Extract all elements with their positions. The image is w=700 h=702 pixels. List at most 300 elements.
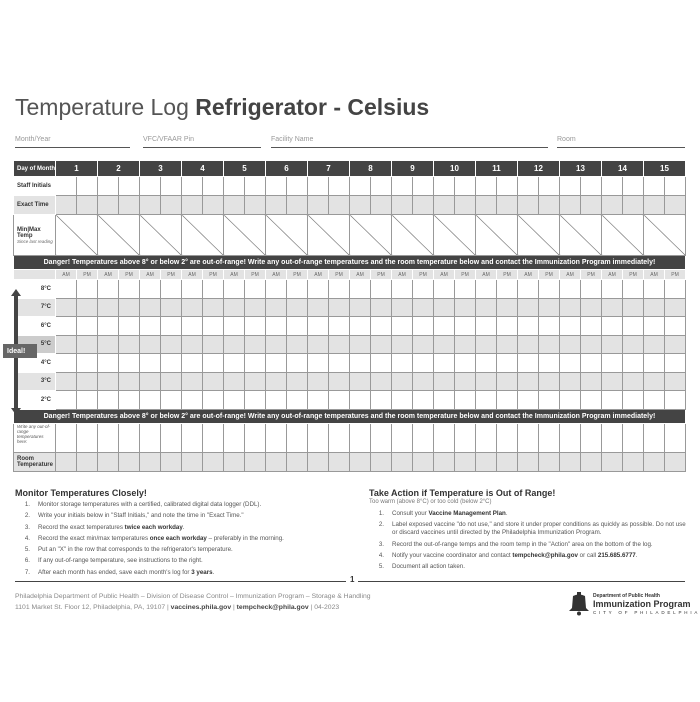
temp-cell[interactable] [644, 372, 665, 391]
out-of-range-cell[interactable] [77, 423, 98, 452]
temp-cell[interactable] [476, 335, 497, 354]
temp-cell[interactable] [161, 354, 182, 373]
out-of-range-cell[interactable] [203, 423, 224, 452]
pin-field[interactable] [143, 147, 261, 148]
temp-cell[interactable] [182, 317, 203, 336]
temp-cell[interactable] [497, 372, 518, 391]
staff-initials-cell[interactable] [518, 177, 539, 196]
temp-cell[interactable] [434, 280, 455, 299]
temp-cell[interactable] [98, 391, 119, 410]
temp-cell[interactable] [329, 372, 350, 391]
temp-cell[interactable] [77, 317, 98, 336]
temp-cell[interactable] [623, 298, 644, 317]
temp-cell[interactable] [161, 317, 182, 336]
temp-cell[interactable] [203, 391, 224, 410]
staff-initials-cell[interactable] [371, 177, 392, 196]
temp-cell[interactable] [413, 391, 434, 410]
temp-cell[interactable] [119, 391, 140, 410]
room-temp-cell[interactable] [308, 452, 329, 471]
temp-cell[interactable] [287, 354, 308, 373]
staff-initials-cell[interactable] [392, 177, 413, 196]
temp-cell[interactable] [140, 391, 161, 410]
temp-cell[interactable] [434, 317, 455, 336]
temp-cell[interactable] [497, 317, 518, 336]
temp-cell[interactable] [182, 335, 203, 354]
temp-cell[interactable] [266, 372, 287, 391]
temp-cell[interactable] [182, 280, 203, 299]
temp-cell[interactable] [308, 391, 329, 410]
temp-cell[interactable] [434, 298, 455, 317]
temp-cell[interactable] [539, 391, 560, 410]
out-of-range-cell[interactable] [140, 423, 161, 452]
room-temp-cell[interactable] [518, 452, 539, 471]
out-of-range-cell[interactable] [560, 423, 581, 452]
temp-cell[interactable] [266, 335, 287, 354]
temp-cell[interactable] [371, 335, 392, 354]
temp-cell[interactable] [455, 317, 476, 336]
room-temp-cell[interactable] [581, 452, 602, 471]
staff-initials-cell[interactable] [224, 177, 245, 196]
out-of-range-cell[interactable] [98, 423, 119, 452]
temp-cell[interactable] [497, 335, 518, 354]
temp-cell[interactable] [140, 317, 161, 336]
temp-cell[interactable] [392, 335, 413, 354]
minmax-temp-cell[interactable] [518, 215, 560, 256]
temp-cell[interactable] [455, 335, 476, 354]
month-year-field[interactable] [15, 147, 130, 148]
temp-cell[interactable] [497, 354, 518, 373]
room-temp-cell[interactable] [392, 452, 413, 471]
temp-cell[interactable] [287, 335, 308, 354]
temp-cell[interactable] [518, 335, 539, 354]
temp-cell[interactable] [287, 280, 308, 299]
temp-cell[interactable] [119, 280, 140, 299]
facility-name-field[interactable] [271, 147, 548, 148]
exact-time-cell[interactable] [497, 196, 518, 215]
exact-time-cell[interactable] [245, 196, 266, 215]
temp-cell[interactable] [455, 391, 476, 410]
temp-cell[interactable] [644, 280, 665, 299]
staff-initials-cell[interactable] [119, 177, 140, 196]
minmax-temp-cell[interactable] [476, 215, 518, 256]
temp-cell[interactable] [140, 335, 161, 354]
temp-cell[interactable] [98, 335, 119, 354]
staff-initials-cell[interactable] [539, 177, 560, 196]
temp-cell[interactable] [518, 280, 539, 299]
temp-cell[interactable] [581, 298, 602, 317]
out-of-range-cell[interactable] [602, 423, 623, 452]
temp-cell[interactable] [77, 280, 98, 299]
temp-cell[interactable] [245, 354, 266, 373]
temp-cell[interactable] [98, 372, 119, 391]
room-temp-cell[interactable] [413, 452, 434, 471]
temp-cell[interactable] [245, 372, 266, 391]
temp-cell[interactable] [371, 280, 392, 299]
staff-initials-cell[interactable] [308, 177, 329, 196]
temp-cell[interactable] [581, 317, 602, 336]
temp-cell[interactable] [392, 298, 413, 317]
room-temp-cell[interactable] [245, 452, 266, 471]
out-of-range-cell[interactable] [497, 423, 518, 452]
temp-cell[interactable] [119, 317, 140, 336]
temp-cell[interactable] [413, 372, 434, 391]
out-of-range-cell[interactable] [665, 423, 686, 452]
temp-cell[interactable] [77, 391, 98, 410]
temp-cell[interactable] [560, 354, 581, 373]
temp-cell[interactable] [644, 317, 665, 336]
temp-cell[interactable] [140, 298, 161, 317]
room-temp-cell[interactable] [56, 452, 77, 471]
temp-cell[interactable] [623, 354, 644, 373]
staff-initials-cell[interactable] [161, 177, 182, 196]
temp-cell[interactable] [476, 298, 497, 317]
temp-cell[interactable] [161, 372, 182, 391]
temp-cell[interactable] [56, 354, 77, 373]
temp-cell[interactable] [413, 354, 434, 373]
temp-cell[interactable] [77, 372, 98, 391]
exact-time-cell[interactable] [581, 196, 602, 215]
temp-cell[interactable] [455, 372, 476, 391]
exact-time-cell[interactable] [476, 196, 497, 215]
exact-time-cell[interactable] [644, 196, 665, 215]
room-temp-cell[interactable] [434, 452, 455, 471]
minmax-temp-cell[interactable] [392, 215, 434, 256]
temp-cell[interactable] [623, 391, 644, 410]
temp-cell[interactable] [308, 354, 329, 373]
temp-cell[interactable] [392, 280, 413, 299]
exact-time-cell[interactable] [308, 196, 329, 215]
room-temp-cell[interactable] [497, 452, 518, 471]
room-temp-cell[interactable] [455, 452, 476, 471]
temp-cell[interactable] [203, 317, 224, 336]
temp-cell[interactable] [539, 280, 560, 299]
temp-cell[interactable] [77, 335, 98, 354]
temp-cell[interactable] [224, 280, 245, 299]
temp-cell[interactable] [434, 335, 455, 354]
temp-cell[interactable] [203, 372, 224, 391]
temp-cell[interactable] [602, 298, 623, 317]
temp-cell[interactable] [455, 280, 476, 299]
temp-cell[interactable] [665, 280, 686, 299]
temp-cell[interactable] [413, 335, 434, 354]
exact-time-cell[interactable] [665, 196, 686, 215]
temp-cell[interactable] [182, 372, 203, 391]
temp-cell[interactable] [266, 354, 287, 373]
temp-cell[interactable] [581, 280, 602, 299]
temp-cell[interactable] [329, 298, 350, 317]
website-link[interactable]: vaccines.phila.gov [170, 604, 232, 611]
staff-initials-cell[interactable] [77, 177, 98, 196]
temp-cell[interactable] [350, 372, 371, 391]
temp-cell[interactable] [644, 298, 665, 317]
out-of-range-cell[interactable] [581, 423, 602, 452]
temp-cell[interactable] [56, 391, 77, 410]
temp-cell[interactable] [329, 391, 350, 410]
temp-cell[interactable] [644, 335, 665, 354]
temp-cell[interactable] [665, 354, 686, 373]
temp-cell[interactable] [644, 354, 665, 373]
temp-cell[interactable] [497, 298, 518, 317]
temp-cell[interactable] [602, 335, 623, 354]
room-temp-cell[interactable] [350, 452, 371, 471]
room-temp-cell[interactable] [329, 452, 350, 471]
temp-cell[interactable] [392, 372, 413, 391]
temp-cell[interactable] [392, 317, 413, 336]
temp-cell[interactable] [392, 354, 413, 373]
temp-cell[interactable] [161, 335, 182, 354]
temp-cell[interactable] [266, 391, 287, 410]
temp-cell[interactable] [182, 354, 203, 373]
minmax-temp-cell[interactable] [560, 215, 602, 256]
temp-cell[interactable] [539, 372, 560, 391]
temp-cell[interactable] [287, 391, 308, 410]
exact-time-cell[interactable] [602, 196, 623, 215]
temp-cell[interactable] [623, 335, 644, 354]
temp-cell[interactable] [476, 372, 497, 391]
staff-initials-cell[interactable] [602, 177, 623, 196]
temp-cell[interactable] [308, 298, 329, 317]
exact-time-cell[interactable] [77, 196, 98, 215]
out-of-range-cell[interactable] [119, 423, 140, 452]
temp-cell[interactable] [266, 317, 287, 336]
out-of-range-cell[interactable] [56, 423, 77, 452]
minmax-temp-cell[interactable] [56, 215, 98, 256]
temp-cell[interactable] [119, 372, 140, 391]
exact-time-cell[interactable] [287, 196, 308, 215]
minmax-temp-cell[interactable] [602, 215, 644, 256]
temp-cell[interactable] [56, 372, 77, 391]
temp-cell[interactable] [77, 354, 98, 373]
temp-cell[interactable] [182, 391, 203, 410]
temp-cell[interactable] [266, 298, 287, 317]
temp-cell[interactable] [413, 317, 434, 336]
room-field[interactable] [557, 147, 685, 148]
out-of-range-cell[interactable] [308, 423, 329, 452]
temp-cell[interactable] [371, 391, 392, 410]
temp-cell[interactable] [434, 391, 455, 410]
temp-cell[interactable] [371, 298, 392, 317]
temp-cell[interactable] [119, 298, 140, 317]
out-of-range-cell[interactable] [245, 423, 266, 452]
staff-initials-cell[interactable] [497, 177, 518, 196]
temp-cell[interactable] [560, 298, 581, 317]
temp-cell[interactable] [560, 317, 581, 336]
minmax-temp-cell[interactable] [350, 215, 392, 256]
staff-initials-cell[interactable] [287, 177, 308, 196]
temp-cell[interactable] [413, 280, 434, 299]
temp-cell[interactable] [56, 335, 77, 354]
room-temp-cell[interactable] [119, 452, 140, 471]
temp-cell[interactable] [161, 391, 182, 410]
exact-time-cell[interactable] [203, 196, 224, 215]
temp-cell[interactable] [350, 354, 371, 373]
exact-time-cell[interactable] [56, 196, 77, 215]
temp-cell[interactable] [308, 280, 329, 299]
temp-cell[interactable] [245, 335, 266, 354]
staff-initials-cell[interactable] [98, 177, 119, 196]
temp-cell[interactable] [434, 354, 455, 373]
staff-initials-cell[interactable] [329, 177, 350, 196]
exact-time-cell[interactable] [329, 196, 350, 215]
minmax-temp-cell[interactable] [182, 215, 224, 256]
exact-time-cell[interactable] [623, 196, 644, 215]
temp-cell[interactable] [119, 354, 140, 373]
temp-cell[interactable] [518, 372, 539, 391]
temp-cell[interactable] [518, 298, 539, 317]
temp-cell[interactable] [56, 280, 77, 299]
temp-cell[interactable] [602, 280, 623, 299]
temp-cell[interactable] [602, 317, 623, 336]
temp-cell[interactable] [308, 317, 329, 336]
staff-initials-cell[interactable] [476, 177, 497, 196]
temp-cell[interactable] [98, 354, 119, 373]
temp-cell[interactable] [665, 317, 686, 336]
staff-initials-cell[interactable] [266, 177, 287, 196]
out-of-range-cell[interactable] [434, 423, 455, 452]
temp-cell[interactable] [224, 298, 245, 317]
temp-cell[interactable] [413, 298, 434, 317]
exact-time-cell[interactable] [518, 196, 539, 215]
staff-initials-cell[interactable] [413, 177, 434, 196]
out-of-range-cell[interactable] [266, 423, 287, 452]
out-of-range-cell[interactable] [518, 423, 539, 452]
minmax-temp-cell[interactable] [434, 215, 476, 256]
temp-cell[interactable] [518, 317, 539, 336]
temp-cell[interactable] [602, 391, 623, 410]
exact-time-cell[interactable] [539, 196, 560, 215]
temp-cell[interactable] [665, 298, 686, 317]
staff-initials-cell[interactable] [203, 177, 224, 196]
minmax-temp-cell[interactable] [644, 215, 686, 256]
temp-cell[interactable] [371, 372, 392, 391]
staff-initials-cell[interactable] [455, 177, 476, 196]
room-temp-cell[interactable] [203, 452, 224, 471]
out-of-range-cell[interactable] [350, 423, 371, 452]
temp-cell[interactable] [497, 391, 518, 410]
temp-cell[interactable] [245, 298, 266, 317]
room-temp-cell[interactable] [371, 452, 392, 471]
temp-cell[interactable] [539, 298, 560, 317]
staff-initials-cell[interactable] [560, 177, 581, 196]
temp-cell[interactable] [224, 391, 245, 410]
staff-initials-cell[interactable] [56, 177, 77, 196]
out-of-range-cell[interactable] [329, 423, 350, 452]
temp-cell[interactable] [56, 317, 77, 336]
room-temp-cell[interactable] [161, 452, 182, 471]
exact-time-cell[interactable] [413, 196, 434, 215]
out-of-range-cell[interactable] [182, 423, 203, 452]
temp-cell[interactable] [581, 354, 602, 373]
temp-cell[interactable] [392, 391, 413, 410]
temp-cell[interactable] [161, 280, 182, 299]
temp-cell[interactable] [56, 298, 77, 317]
staff-initials-cell[interactable] [434, 177, 455, 196]
temp-cell[interactable] [140, 354, 161, 373]
temp-cell[interactable] [350, 298, 371, 317]
temp-cell[interactable] [623, 280, 644, 299]
staff-initials-cell[interactable] [245, 177, 266, 196]
temp-cell[interactable] [665, 335, 686, 354]
temp-cell[interactable] [203, 280, 224, 299]
exact-time-cell[interactable] [161, 196, 182, 215]
out-of-range-cell[interactable] [224, 423, 245, 452]
out-of-range-cell[interactable] [623, 423, 644, 452]
temp-cell[interactable] [476, 354, 497, 373]
temp-cell[interactable] [497, 280, 518, 299]
room-temp-cell[interactable] [182, 452, 203, 471]
temp-cell[interactable] [182, 298, 203, 317]
staff-initials-cell[interactable] [182, 177, 203, 196]
email-link[interactable]: tempcheck@phila.gov [236, 604, 309, 611]
temp-cell[interactable] [266, 280, 287, 299]
temp-cell[interactable] [224, 317, 245, 336]
temp-cell[interactable] [329, 280, 350, 299]
temp-cell[interactable] [224, 335, 245, 354]
out-of-range-cell[interactable] [644, 423, 665, 452]
temp-cell[interactable] [308, 335, 329, 354]
exact-time-cell[interactable] [434, 196, 455, 215]
exact-time-cell[interactable] [266, 196, 287, 215]
minmax-temp-cell[interactable] [266, 215, 308, 256]
room-temp-cell[interactable] [560, 452, 581, 471]
exact-time-cell[interactable] [224, 196, 245, 215]
temp-cell[interactable] [98, 317, 119, 336]
room-temp-cell[interactable] [266, 452, 287, 471]
room-temp-cell[interactable] [224, 452, 245, 471]
staff-initials-cell[interactable] [623, 177, 644, 196]
room-temp-cell[interactable] [665, 452, 686, 471]
room-temp-cell[interactable] [140, 452, 161, 471]
temp-cell[interactable] [434, 372, 455, 391]
exact-time-cell[interactable] [371, 196, 392, 215]
temp-cell[interactable] [644, 391, 665, 410]
temp-cell[interactable] [98, 298, 119, 317]
temp-cell[interactable] [77, 298, 98, 317]
room-temp-cell[interactable] [623, 452, 644, 471]
temp-cell[interactable] [308, 372, 329, 391]
out-of-range-cell[interactable] [371, 423, 392, 452]
room-temp-cell[interactable] [476, 452, 497, 471]
temp-cell[interactable] [539, 317, 560, 336]
temp-cell[interactable] [119, 335, 140, 354]
temp-cell[interactable] [602, 354, 623, 373]
exact-time-cell[interactable] [140, 196, 161, 215]
temp-cell[interactable] [329, 317, 350, 336]
room-temp-cell[interactable] [539, 452, 560, 471]
temp-cell[interactable] [560, 391, 581, 410]
temp-cell[interactable] [623, 317, 644, 336]
out-of-range-cell[interactable] [539, 423, 560, 452]
temp-cell[interactable] [581, 391, 602, 410]
temp-cell[interactable] [560, 280, 581, 299]
temp-cell[interactable] [350, 335, 371, 354]
temp-cell[interactable] [350, 317, 371, 336]
out-of-range-cell[interactable] [161, 423, 182, 452]
temp-cell[interactable] [203, 298, 224, 317]
exact-time-cell[interactable] [560, 196, 581, 215]
minmax-temp-cell[interactable] [140, 215, 182, 256]
temp-cell[interactable] [476, 280, 497, 299]
room-temp-cell[interactable] [602, 452, 623, 471]
temp-cell[interactable] [539, 335, 560, 354]
temp-cell[interactable] [98, 280, 119, 299]
out-of-range-cell[interactable] [392, 423, 413, 452]
minmax-temp-cell[interactable] [98, 215, 140, 256]
temp-cell[interactable] [350, 280, 371, 299]
staff-initials-cell[interactable] [581, 177, 602, 196]
temp-cell[interactable] [245, 317, 266, 336]
temp-cell[interactable] [245, 280, 266, 299]
